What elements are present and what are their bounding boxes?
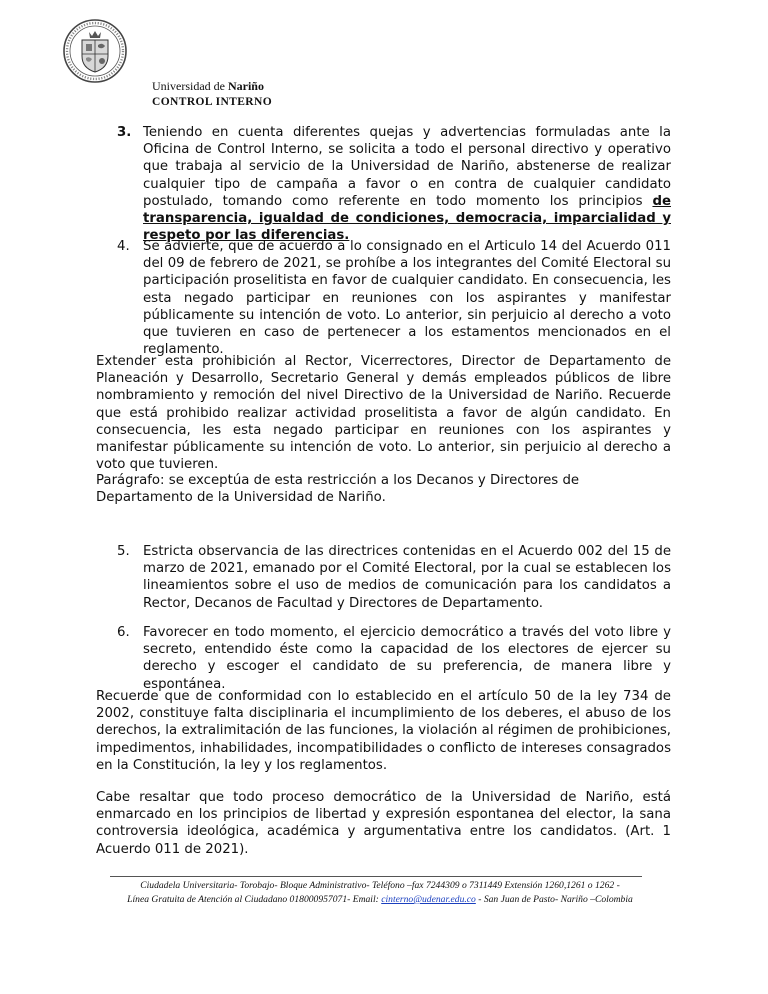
item-number: 4.: [117, 239, 130, 254]
item-number: 5.: [117, 544, 130, 559]
header-university: [152, 79, 264, 94]
footer-contact-before: Línea Gratuita de Atención al Ciudadano 018000957071- Email:: [127, 894, 382, 905]
footer-divider: [110, 876, 642, 877]
paragraph-recuerde: Recuerde que de conformidad con lo establecido en el artículo 50 de la ley 734 de 2002, constituye falta disciplinaria el incumplimiento de los deberes, el abuso de los derechos, la extralimitación de las funciones, la violación al régimen de prohibiciones, impedimentos, inhabilidades, incompatibilidades o conflicto de intereses consagrados en la Constitución, la ley y los reglamentos.: [96, 689, 671, 773]
paragraph-extension: Extender esta prohibición al Rector, Vicerrectores, Director de Departamento de Planeación y Desarrollo, Secretario General y demás empleados públicos de libre nombramiento y remoción del nivel Directivo de la Universidad de Nariño. Recuerde que está prohibido realizar actividad proselitista a favor de algún candidato. En consecuencia, les esta negado participar en reuniones con los aspirantes y manifestar públicamente su intención de voto. Lo anterior, sin perjuicio al derecho a voto que tuvieren.: [96, 354, 671, 473]
footer-email-link[interactable]: cinterno@udenar.edu.co: [381, 894, 476, 905]
header-university-prefix: Universidad de: [152, 79, 228, 93]
university-seal-logo: [62, 18, 128, 84]
header-office: CONTROL INTERNO: [152, 96, 273, 108]
item-text: Teniendo en cuenta diferentes quejas y advertencias formuladas ante la Oficina de Control Interno, se solicita a todo el personal directivo y operativo que trabaja al servicio de la Universidad de Nariño, abstenerse de realizar cualquier tipo de campaña a favor o en contra de cualquier candidato postulado, tomando como referente en todo momento los principios: [143, 125, 671, 209]
paragraph-paragrafo: Parágrafo: se exceptúa de esta restricción a los Decanos y Directores de Departamento de la Universidad de Nariño.: [96, 473, 580, 506]
header-university-name: Nariño: [227, 79, 264, 93]
paragraph-cabe: Cabe resaltar que todo proceso democrático de la Universidad de Nariño, está enmarcado en los principios de libertad y expresión espontanea del elector, la sana controversia ideológica, académica y argumentativa entre los candidatos. (Art. 1 Acuerdo 011 de 2021).: [96, 790, 671, 857]
list-item: Estricta observancia de las directrices contenidas en el Acuerdo 002 del 15 de marzo de 2021, emanado por el Comité Electoral, por la cual se establecen los lineamientos sobre el uso de medios de comunicación para los candidatos a Rector, Decanos de Facultad y Directores de Departamento.: [143, 544, 671, 611]
item-emphasis: de transparencia, igualdad de condiciones, democracia, imparcialidad y respeto por las diferencias.: [143, 193, 671, 244]
footer-contact-after: - San Juan de Pasto- Nariño –Colombia: [475, 894, 633, 905]
item-number: 6.: [117, 625, 130, 640]
item-number: 3.: [117, 125, 132, 140]
footer-contact: [100, 894, 660, 906]
list-item: Se advierte, que de acuerdo a lo consignado en el Articulo 14 del Acuerdo 011 del 09 de febrero de 2021, se prohíbe a los integrantes del Comité Electoral su participación proselitista en favor de cualquier candidato. En consecuencia, les esta negado participar en reuniones con los aspirantes y manifestar públicamente su intención de voto. Lo anterior, sin perjuicio al derecho a voto que tuvieren en caso de pertenecer a los estamentos mencionados en el reglamento.: [143, 239, 671, 358]
footer-address: Ciudadela Universitaria- Torobajo- Bloque Administrativo- Teléfono –fax 7244309 o 7311449 Extensión 1260,1261 o 1262 -: [140, 880, 620, 891]
list-item: Favorecer en todo momento, el ejercicio democrático a través del voto libre y secreto, entendido éste como la capacidad de los electores de ejercer su derecho y escoger el candidato de su preferencia, de manera libre y espontánea.: [143, 625, 671, 692]
list-item: [143, 124, 671, 244]
